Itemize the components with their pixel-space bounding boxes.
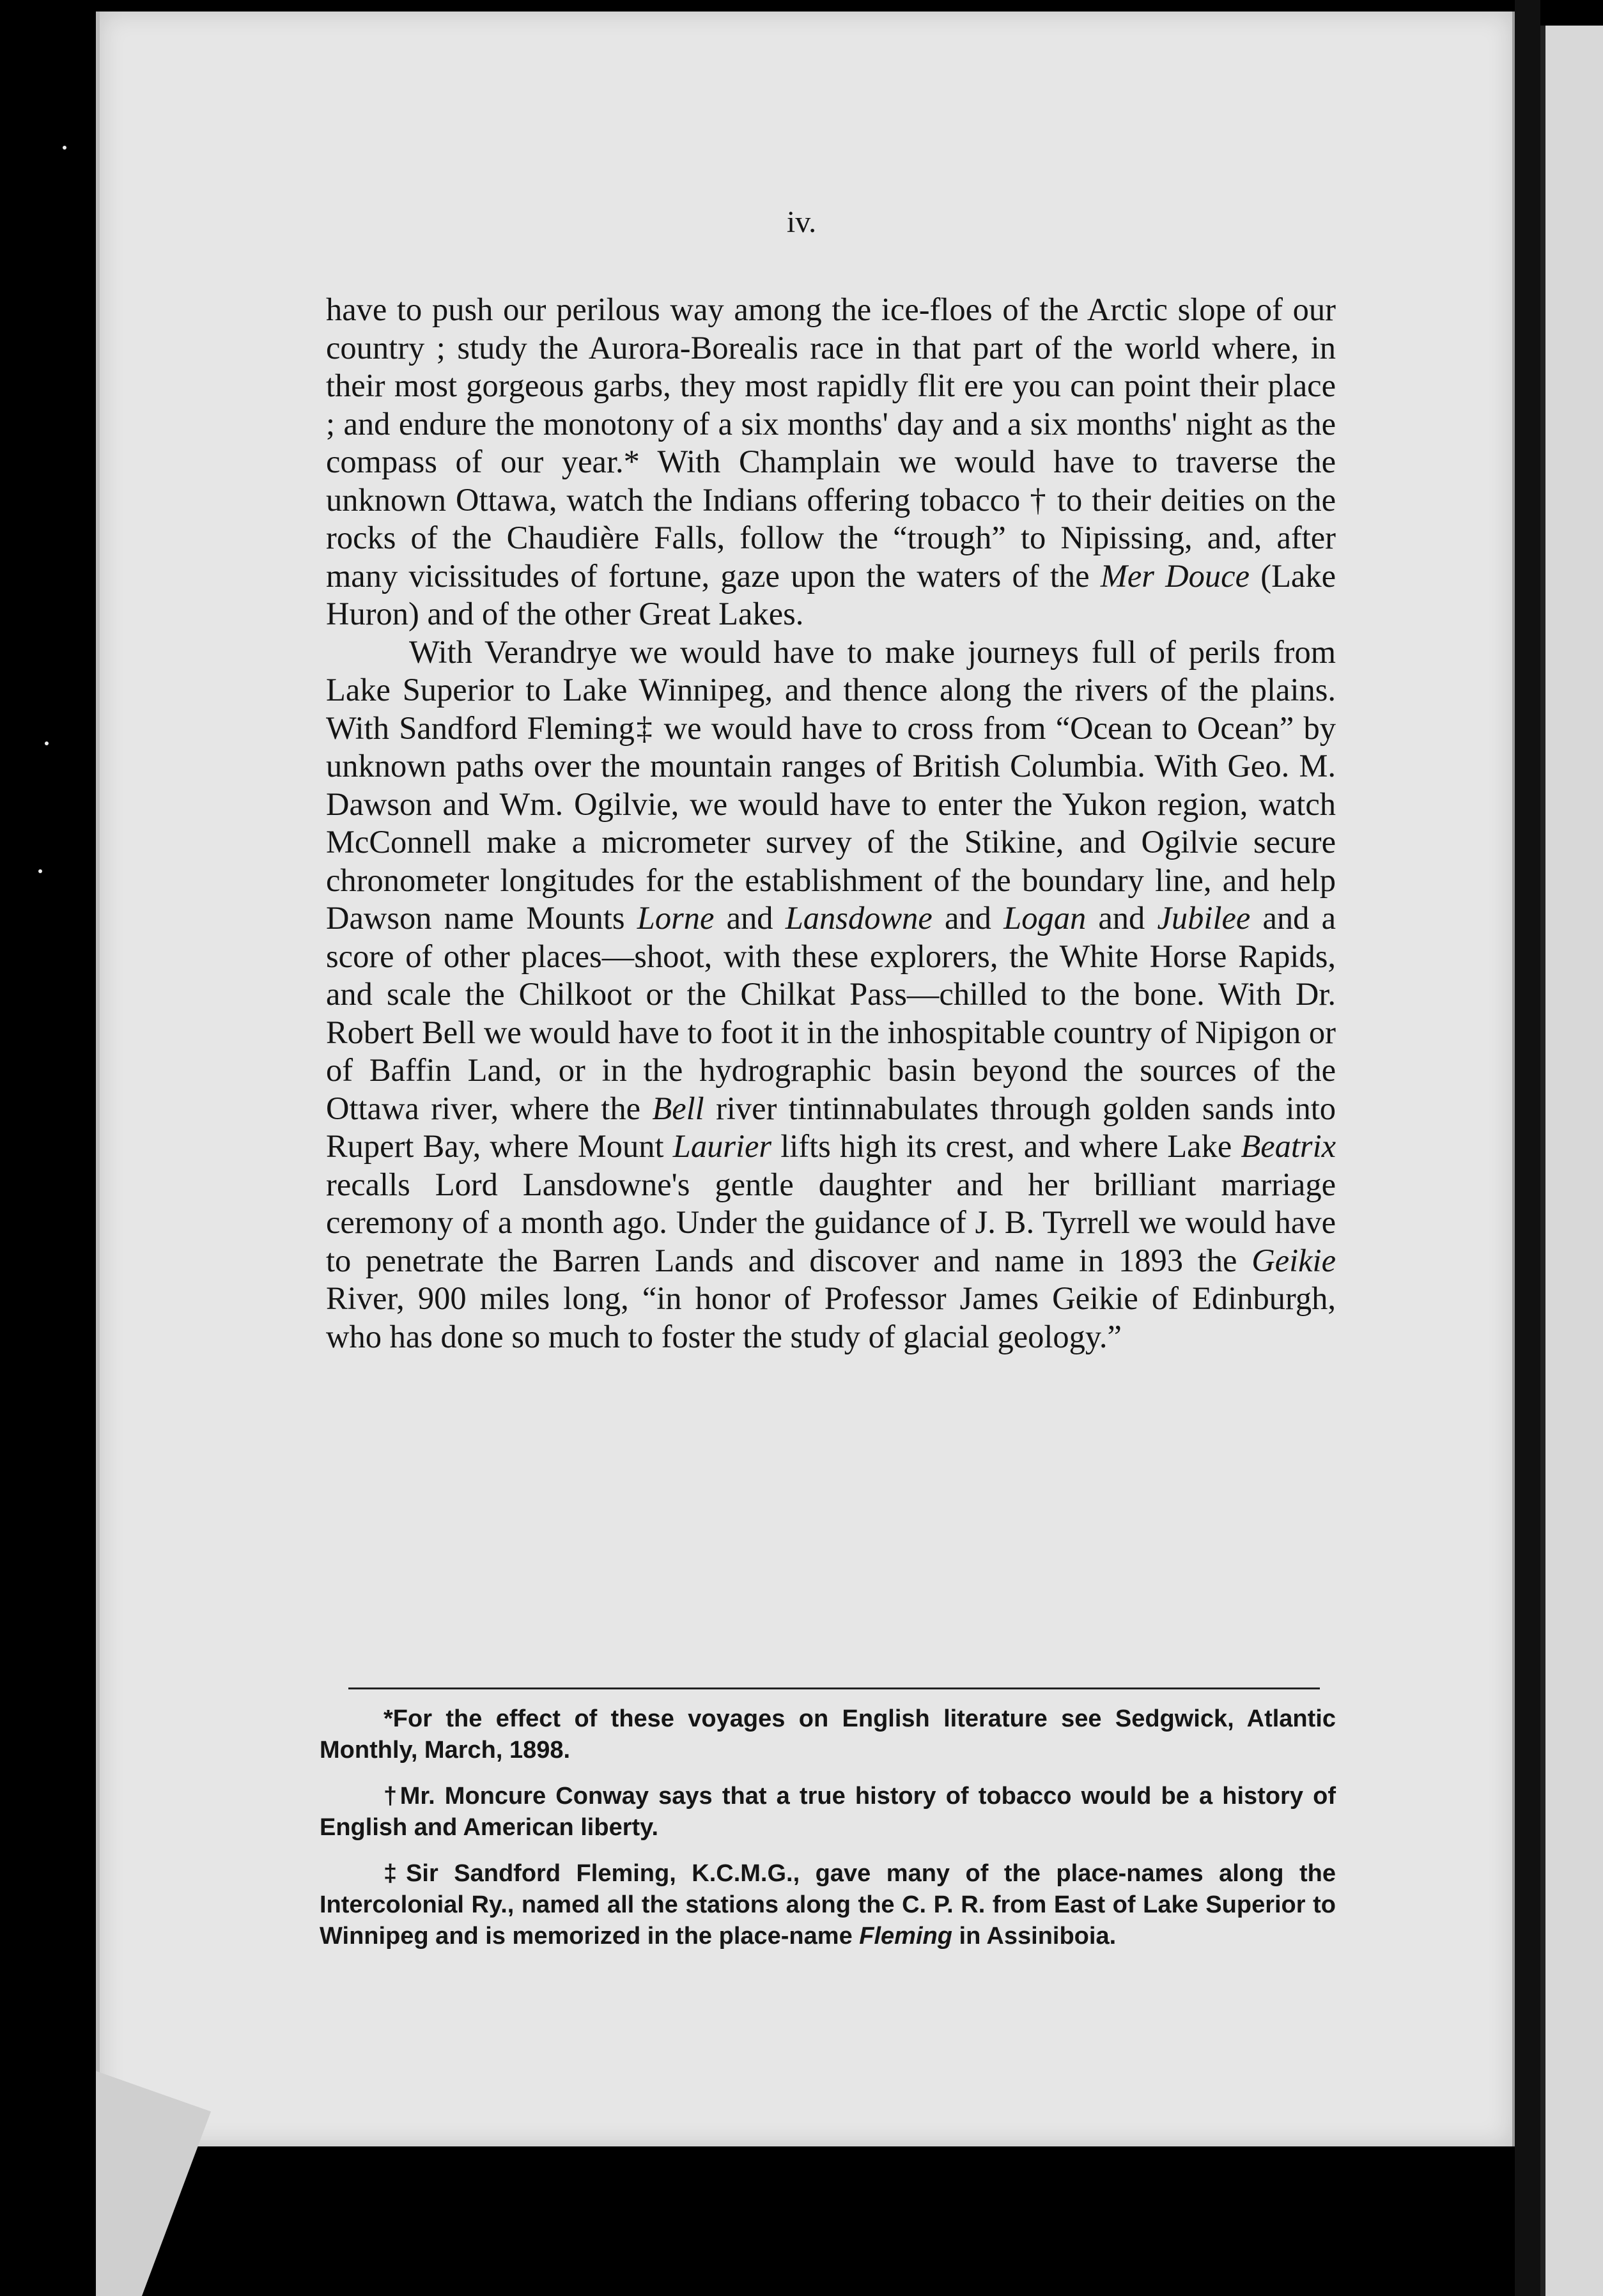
scan-speck [38,869,42,873]
text-run: With Verandrye we would have to make journeys full of perils from Lake Superior to Lake Winnipeg, and thence along the rivers of the plains. With Sandford Fleming‡ we would have to cross from “Ocean to Ocean” by unknown paths over the mountain ranges of British Columbia. With Geo. M. Dawson and Wm. Ogilvie, we would have to enter the Yukon region, watch McConnell make a micrometer survey of the Stikine, and Ogilvie secure chronometer longitudes for the establishment of the boundary line, and help Dawson name Mounts [326,633,1336,936]
text-run: (Lake Huron) and of the other Great Lakes. [326,557,1336,632]
scan-speck [45,741,49,745]
italic-place-name: Fleming [859,1923,952,1950]
text-run: in Assiniboia. [952,1923,1117,1950]
footnotes [320,1703,1336,1967]
footnote-1: *For the effect of these voyages on English literature see Sedgwick, Atlantic Monthly, March, 1898. [320,1705,1336,1764]
text-run: have to push our perilous way among the ice-floes of the Arctic slope of our country ; study the Aurora-Borealis race in that part of the world where, in their most gorgeous garbs, they most rapidly flit ere you can point their place ; and endure the monotony of a six months' day and a six months' night as the compass of our year.* With Champlain we would have to traverse the unknown Ottawa, watch the Indians offering tobacco † to their deities on the rocks of the Chaudière Falls, follow the “trough” to Nipissing, and, after many vicissitudes of fortune, gaze upon the waters of the [326,291,1336,594]
text-run: and [1086,900,1158,936]
text-run: lifts high its crest, and where Lake [771,1128,1241,1164]
italic-place-name: Lorne [637,900,715,936]
footnote-2: †Mr. Moncure Conway says that a true history of tobacco would be a history of English and American liberty. [320,1783,1336,1841]
scan-speck [63,146,66,150]
italic-place-name: Mer Douce [1100,557,1250,594]
text-run: River, 900 miles long, “in honor of Professor James Geikie of Edinburgh, who has done so much to foster the study of glacial geology.” [326,1280,1336,1354]
italic-place-name: Logan [1003,900,1087,936]
paragraph-2 [326,633,1336,1356]
footnote-divider [348,1687,1320,1689]
italic-place-name: Geikie [1251,1242,1336,1278]
italic-place-name: Laurier [672,1128,772,1164]
italic-place-name: Jubilee [1157,900,1251,936]
text-run: and [714,900,786,936]
italic-place-name: Bell [652,1090,704,1126]
italic-place-name: Lansdowne [785,900,933,936]
page-number: iv. [786,205,817,239]
text-run: recalls Lord Lansdowne's gentle daughter and her brilliant marriage ceremony of a month ago. Under the guidance of J. B. Tyrrell we would have to penetrate the Barren Lands and discover and name in 1893 the [326,1166,1336,1278]
text-run: ‡Sir Sandford Fleming, K.C.M.G., gave many of the place-names along the Intercolonial Ry., named all the stations along the C. P. R. from East of Lake Superior to Winnipeg and is memorized in the place-name [320,1860,1336,1950]
footnote-3 [320,1858,1336,1952]
body-text [326,291,1336,1356]
italic-place-name: Beatrix [1241,1128,1336,1164]
text-run: and [932,900,1004,936]
adjacent-page-edge [1540,26,1603,2296]
binding-gutter [1515,0,1540,2296]
paragraph-1 [326,291,1336,633]
text-run: river tintinnabulates through golden sands into Rupert Bay, where Mount [326,1090,1336,1164]
text-run: and a score of other places—shoot, with these explorers, the White Horse Rapids, and scale the Chilkoot or the Chilkat Pass—chilled to the bone. With Dr. Robert Bell we would have to foot it in the inhospitable country of Nipigon or of Baffin Land, or in the hydrographic basin beyond the sources of the Ottawa river, where the [326,900,1336,1126]
